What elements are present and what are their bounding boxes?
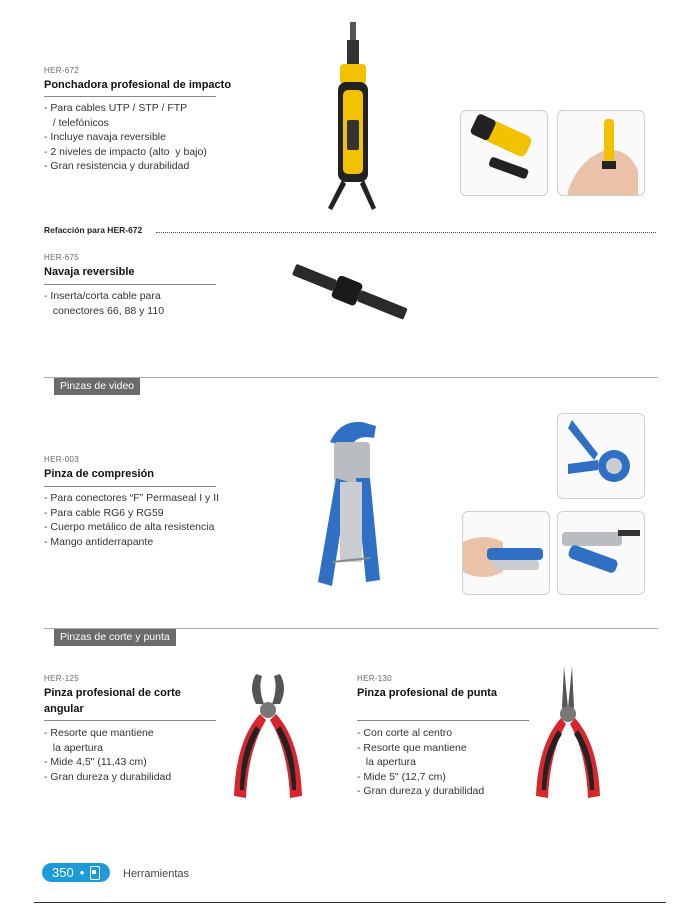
- spare-part-label: Refacción para HER-672: [44, 225, 143, 235]
- compression-tool-image: [310, 412, 390, 590]
- reversible-blade-image: [285, 258, 415, 330]
- title-underline: [44, 96, 216, 97]
- feature-item: - Para cables UTP / STP / FTP: [44, 102, 188, 114]
- feature-item: - Para conectores “F” Permaseal I y II: [44, 492, 220, 504]
- product-photo: [557, 413, 645, 499]
- feature-item: - Gran resistencia y durabilidad: [44, 160, 190, 172]
- feature-item: - 2 niveles de impacto (alto y bajo): [44, 145, 207, 158]
- feature-item: - Incluye navaja reversible: [44, 131, 166, 143]
- diagonal-cutter-image: [226, 670, 310, 802]
- title-underline: [44, 284, 216, 285]
- feature-item: - Mide 5" (12,7 cm): [357, 770, 446, 783]
- page-number: 350: [52, 865, 74, 880]
- product-code: HER-125: [44, 674, 80, 683]
- feature-list: [44, 101, 207, 174]
- feature-list: [44, 289, 164, 318]
- feature-item: - Con corte al centro: [357, 727, 453, 739]
- product-title-line2: angular: [44, 703, 84, 715]
- punch-down-tool-image: [320, 20, 390, 212]
- product-photo: [460, 110, 548, 196]
- product-title: Pinza profesional de punta: [357, 687, 497, 699]
- category-label: Herramientas: [123, 868, 190, 880]
- product-photo: [557, 110, 645, 196]
- title-underline: [357, 720, 529, 721]
- feature-item: - Mango antiderrapante: [44, 535, 154, 548]
- feature-list: [357, 726, 484, 799]
- feature-item: - Inserta/corta cable para: [44, 290, 161, 302]
- page-number-badge: [42, 863, 110, 882]
- feature-list: [44, 491, 219, 549]
- bottom-rule: [34, 902, 666, 903]
- feature-item: - Resorte que mantiene: [357, 741, 467, 754]
- feature-item: - Cuerpo metálico de alta resistencia: [44, 521, 215, 533]
- dotted-leader: [156, 232, 656, 233]
- section-tab-cutting: Pinzas de corte y punta: [54, 629, 176, 646]
- feature-item: / telefónicos: [44, 116, 109, 129]
- product-code: HER-672: [44, 66, 80, 75]
- feature-item: - Gran dureza y durabilidad: [357, 785, 485, 797]
- feature-list: [44, 726, 171, 784]
- product-code: HER-130: [357, 674, 393, 683]
- product-code: HER-003: [44, 455, 80, 464]
- feature-item: - Mide 4,5" (11,43 cm): [44, 756, 147, 768]
- tools-icon: [90, 866, 100, 880]
- product-title: Pinza profesional de corte: [44, 687, 181, 699]
- feature-item: - Resorte que mantiene: [44, 727, 154, 739]
- product-photo: [557, 511, 645, 595]
- title-underline: [44, 486, 216, 487]
- product-photo: [462, 511, 550, 595]
- product-title: Navaja reversible: [44, 266, 135, 278]
- bullet-separator: •: [79, 865, 85, 880]
- feature-item: la apertura: [357, 756, 416, 768]
- feature-item: - Gran dureza y durabilidad: [44, 770, 172, 783]
- product-title: Ponchadora profesional de impacto: [44, 79, 232, 91]
- title-underline: [44, 720, 216, 721]
- feature-item: la apertura: [44, 741, 103, 754]
- section-tab-video: Pinzas de video: [54, 378, 140, 395]
- product-code: HER-675: [44, 253, 80, 262]
- product-title: Pinza de compresión: [44, 468, 155, 480]
- feature-item: - Para cable RG6 y RG59: [44, 506, 164, 519]
- feature-item: conectores 66, 88 y 110: [44, 304, 165, 317]
- needle-nose-plier-image: [528, 664, 608, 802]
